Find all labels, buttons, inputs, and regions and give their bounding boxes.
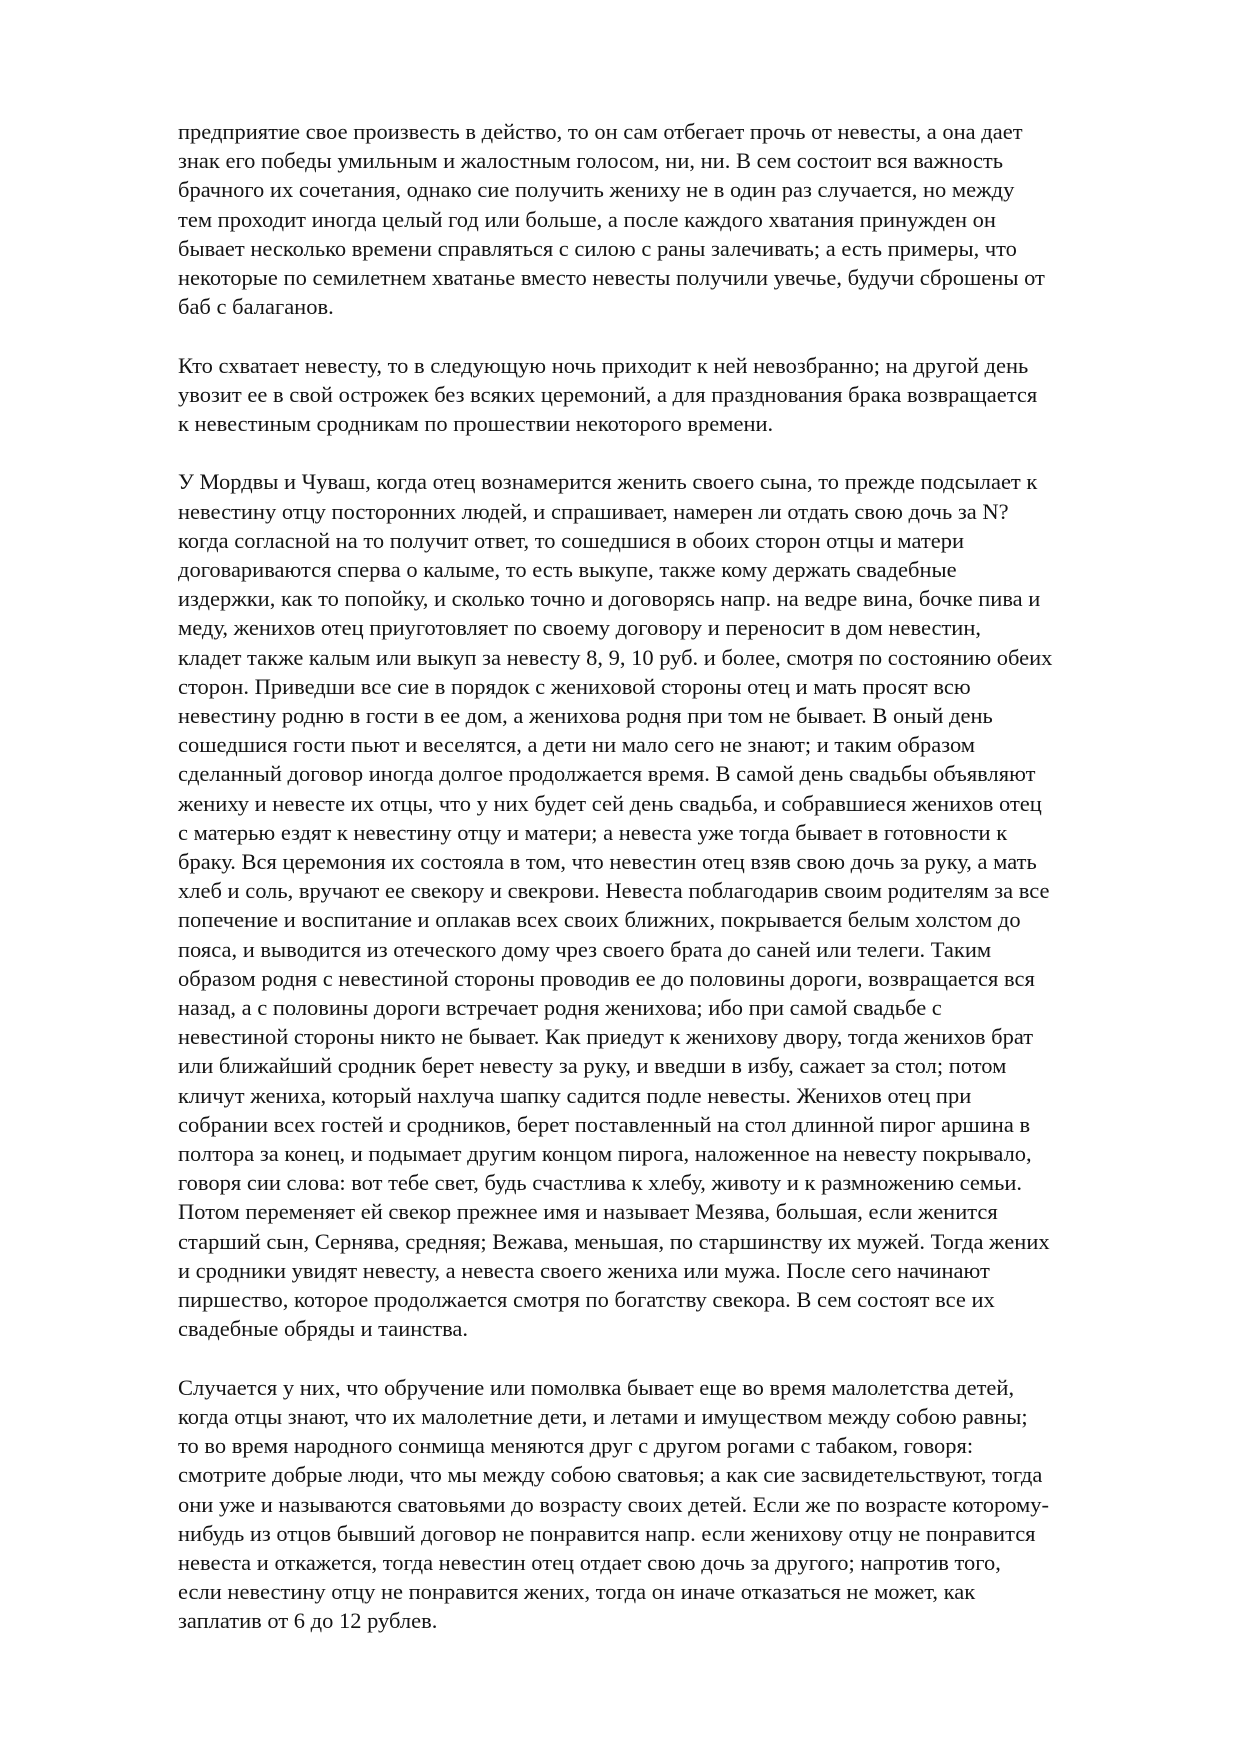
text-line: сошедшися гости пьют и веселятся, а дети ни мало сего не знают; и таким образом — [178, 732, 976, 758]
text-line: некоторые по семилетнем хватанье вместо невесты получили увечье, будучи сброшены от — [178, 265, 1045, 291]
text-line: назад, а с половины дороги встречает родня женихова; ибо при самой свадьбе с — [178, 995, 942, 1021]
text-line: У Мордвы и Чуваш, когда отец вознамерится женить своего сына, то прежде подсылает к — [178, 469, 1038, 495]
text-line: смотрите добрые люди, что мы между собою сватовья; а как сие засвидетельствуют, тогда — [178, 1462, 1043, 1488]
paragraph — [178, 1373, 1178, 1636]
text-line: невеста и откажется, тогда невестин отец отдает свою дочь за другого; напротив того, — [178, 1549, 1001, 1575]
text-line: пиршество, которое продолжается смотря по богатству свекора. В сем состоят все их — [178, 1287, 995, 1313]
paragraph — [178, 467, 1178, 1343]
text-line: и сродники увидят невесту, а невеста своего жениха или мужа. После сего начинают — [178, 1257, 990, 1283]
text-line: Потом переменяет ей свекор прежнее имя и называет Мезява, большая, если женится — [178, 1199, 998, 1225]
text-line: они уже и называются сватовьями до возрасту своих детей. Если же по возрасте которому- — [178, 1491, 1049, 1517]
text-line: сделанный договор иногда долгое продолжается время. В самой день свадьбы объявляют — [178, 761, 1036, 787]
text-line: издержки, как то попойку, и сколько точно и договорясь напр. на ведре вина, бочке пива и — [178, 586, 1041, 612]
text-line: то во время народного сонмища меняются друг с другом рогами с табаком, говоря: — [178, 1433, 974, 1459]
text-line: кладет также калым или выкуп за невесту 8, 9, 10 руб. и более, смотря по состоянию обеих — [178, 644, 1053, 670]
text-line: говоря сии слова: вот тебе свет, будь счастлива к хлебу, животу и к размножению семьи. — [178, 1170, 1023, 1196]
text-line: образом родня с невестиной стороны проводив ее до половины дороги, возвращается вся — [178, 965, 1035, 991]
text-line: к невестиным сродникам по прошествии некоторого времени. — [178, 411, 774, 437]
text-line: собрании всех гостей и сродников, берет поставленный на стол длинной пирог аршина в — [178, 1111, 1031, 1137]
text-line: баб с балаганов. — [178, 294, 334, 320]
text-line: Случается у них, что обручение или помолвка бывает еще во время малолетства детей, — [178, 1374, 1015, 1400]
text-line: хлеб и соль, вручают ее свекору и свекрови. Невеста поблагодарив своим родителям за все — [178, 878, 1050, 904]
text-line: бывает несколько времени справляться с силою с раны залечивать; а есть примеры, что — [178, 235, 1017, 261]
text-line: заплатив от 6 до 12 рублев. — [178, 1608, 438, 1634]
text-line: брачного их сочетания, однако сие получить жениху не в один раз случается, но между — [178, 177, 1015, 203]
paragraph — [178, 351, 1178, 439]
paragraph — [178, 117, 1178, 321]
text-line: нибудь из отцов бывший договор не понравится напр. если женихову отцу не понравится — [178, 1520, 1036, 1546]
text-line: тем проходит иногда целый год или больше, а после каждого хватания принужден он — [178, 206, 996, 232]
text-line: сторон. Приведши все сие в порядок с жениховой стороны отец и мать просят всю — [178, 673, 971, 699]
text-line: знак его победы умильным и жалостным голосом, ни, ни. В сем состоит вся важность — [178, 148, 1004, 174]
text-line: предприятие свое произвесть в действо, то он сам отбегает прочь от невесты, а она дает — [178, 119, 1023, 144]
text-line: с матерью ездят к невестину отцу и матери; а невеста уже тогда бывает в готовности к — [178, 819, 1008, 845]
page-text — [178, 117, 1178, 1636]
text-line: старший сын, Сернява, средняя; Вежава, меньшая, по старшинству их мужей. Тогда жених — [178, 1228, 1050, 1254]
text-line: когда отцы знают, что их малолетние дети, и летами и имуществом между собою равны; — [178, 1403, 1028, 1429]
text-line: договариваются сперва о калыме, то есть выкупе, также кому держать свадебные — [178, 557, 957, 583]
text-line: браку. Вся церемония их состояла в том, что невестин отец взяв свою дочь за руку, а мать — [178, 849, 1037, 875]
text-line: полтора за конец, и подымает другим концом пирога, наложенное на невесту покрывало, — [178, 1141, 1032, 1167]
text-line: или ближайший сродник берет невесту за руку, и введши в избу, сажает за стол; потом — [178, 1053, 1007, 1079]
text-line: кличут жениха, который нахлуча шапку садится подле невесты. Женихов отец при — [178, 1082, 972, 1108]
text-line: меду, женихов отец приуготовляет по своему договору и переносит в дом невестин, — [178, 615, 982, 641]
text-line: попечение и воспитание и оплакав всех своих ближних, покрывается белым холстом до — [178, 907, 1021, 933]
text-line: когда согласной на то получит ответ, то сошедшися в обоих сторон отцы и матери — [178, 527, 965, 553]
text-line: невестину родню в гости в ее дом, а женихова родня при том не бывает. В оный день — [178, 703, 993, 729]
text-line: свадебные обряды и таинства. — [178, 1316, 469, 1342]
text-line: невестину отцу посторонних людей, и спрашивает, намерен ли отдать свою дочь за N? — [178, 498, 1009, 524]
text-line: пояса, и выводится из отеческого дому чрез своего брата до саней или телеги. Таким — [178, 936, 992, 962]
text-line: жениху и невесте их отцы, что у них будет сей день свадьба, и собравшиеся женихов отец — [178, 790, 1042, 816]
text-line: если невестину отцу не понравится жених, тогда он иначе отказаться не может, как — [178, 1579, 976, 1605]
text-line: увозит ее в свой острожек без всяких церемоний, а для празднования брака возвращается — [178, 381, 1038, 407]
text-line: Кто схватает невесту, то в следующую ночь приходит к ней невозбранно; на другой день — [178, 352, 1029, 378]
text-line: невестиной стороны никто не бывает. Как приедут к женихову двору, тогда женихов брат — [178, 1024, 1034, 1050]
